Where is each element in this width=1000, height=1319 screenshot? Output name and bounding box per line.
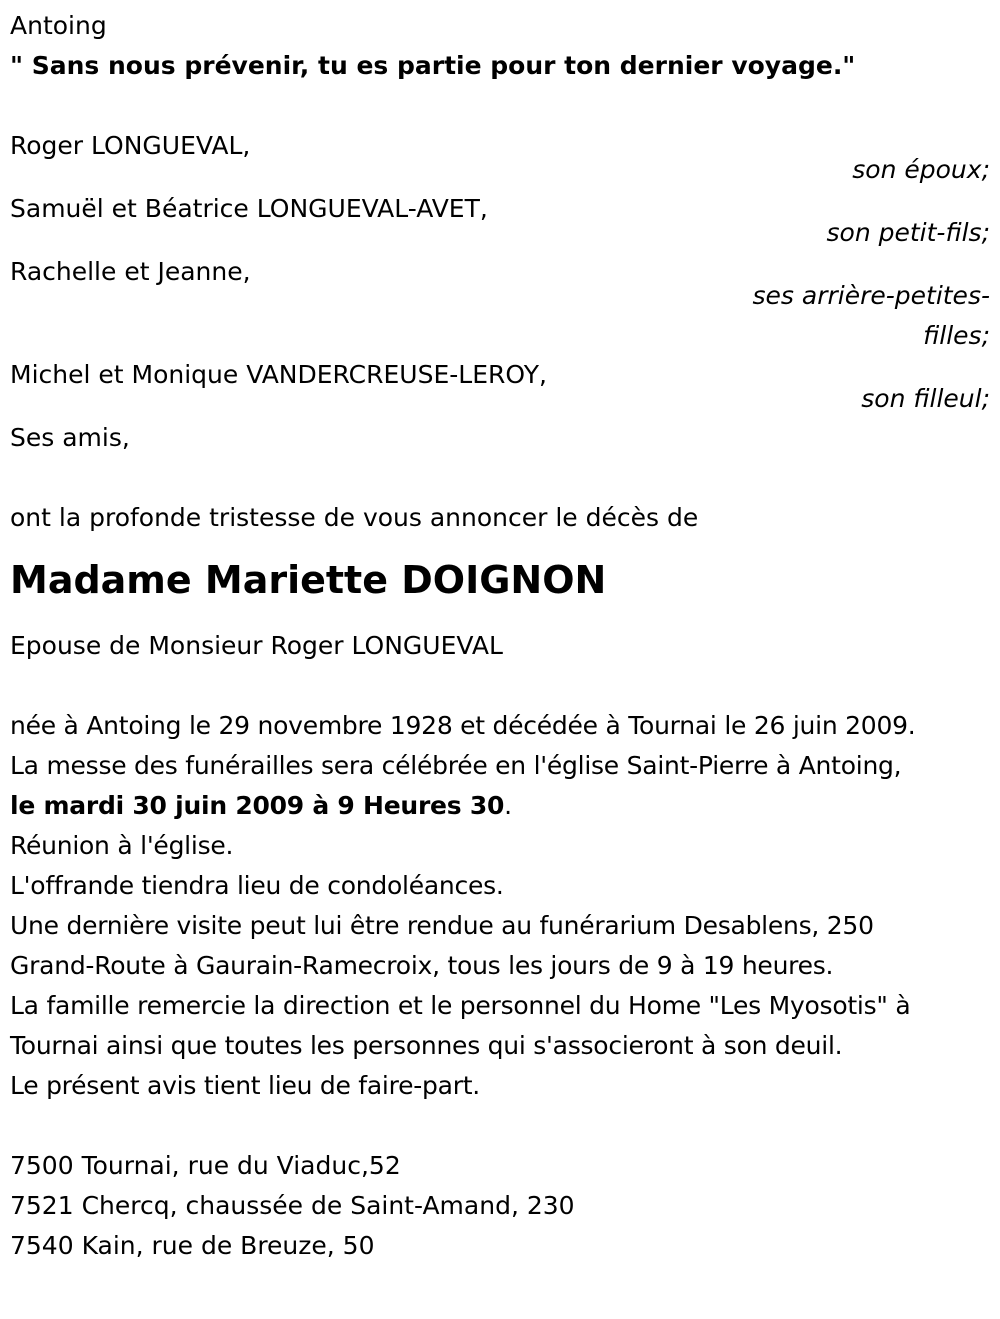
location-heading: Antoing xyxy=(10,11,107,40)
address-line: 7500 Tournai, rue du Viaduc,52 xyxy=(10,1151,401,1180)
friends-line: Ses amis, xyxy=(10,423,130,452)
family-member-name: Roger LONGUEVAL, xyxy=(10,131,251,160)
mass-date: le mardi 30 juin 2009 à 9 Heures 30 xyxy=(10,791,505,820)
spouse-line: Epouse de Monsieur Roger LONGUEVAL xyxy=(10,631,503,660)
family-member-row xyxy=(10,252,990,355)
spacer xyxy=(10,1106,990,1146)
address-line: 7540 Kain, rue de Breuze, 50 xyxy=(10,1231,375,1260)
announcement-line: ont la profonde tristesse de vous annoncer le décès de xyxy=(10,503,699,532)
birth-death-line: née à Antoing le 29 novembre 1928 et décédée à Tournai le 26 juin 2009. xyxy=(10,711,916,740)
offering-line: L'offrande tiendra lieu de condoléances. xyxy=(10,871,504,900)
family-member-name: Samuël et Béatrice LONGUEVAL-AVET, xyxy=(10,194,488,223)
address-line: 7521 Chercq, chaussée de Saint-Amand, 230 xyxy=(10,1191,575,1220)
family-member-row xyxy=(10,189,990,252)
family-member-name: Rachelle et Jeanne, xyxy=(10,257,251,286)
meeting-line: Réunion à l'église. xyxy=(10,831,234,860)
family-member-role: son filleul; xyxy=(861,384,990,413)
mass-date-line xyxy=(10,786,990,826)
notice-line: Le présent avis tient lieu de faire-part. xyxy=(10,1071,480,1100)
quote-line: " Sans nous prévenir, tu es partie pour ton dernier voyage." xyxy=(10,51,856,80)
funeral-details xyxy=(10,706,990,1106)
spacer xyxy=(10,666,990,706)
address-list xyxy=(10,1146,990,1266)
family-member-name: Michel et Monique VANDERCREUSE-LEROY, xyxy=(10,360,547,389)
mass-line: La messe des funérailles sera célébrée en l'église Saint-Pierre à Antoing, xyxy=(10,751,902,780)
deceased-name: Madame Mariette DOIGNON xyxy=(10,558,607,602)
family-member-role: ses arrière-petites-filles; xyxy=(752,281,990,350)
visit-line: Une dernière visite peut lui être rendue au funérarium Desablens, 250 xyxy=(10,911,874,940)
mass-date-end: . xyxy=(504,791,512,820)
spacer xyxy=(10,86,990,126)
family-member-role: son petit-fils; xyxy=(826,218,990,247)
family-member-row xyxy=(10,355,990,418)
family-member-row xyxy=(10,126,990,189)
visit-line: Grand-Route à Gaurain-Ramecroix, tous les jours de 9 à 19 heures. xyxy=(10,951,834,980)
thanks-line: La famille remercie la direction et le personnel du Home "Les Myosotis" à xyxy=(10,991,911,1020)
spacer xyxy=(10,458,990,498)
thanks-line: Tournai ainsi que toutes les personnes qui s'associeront à son deuil. xyxy=(10,1031,843,1060)
family-member-role: son époux; xyxy=(852,155,990,184)
